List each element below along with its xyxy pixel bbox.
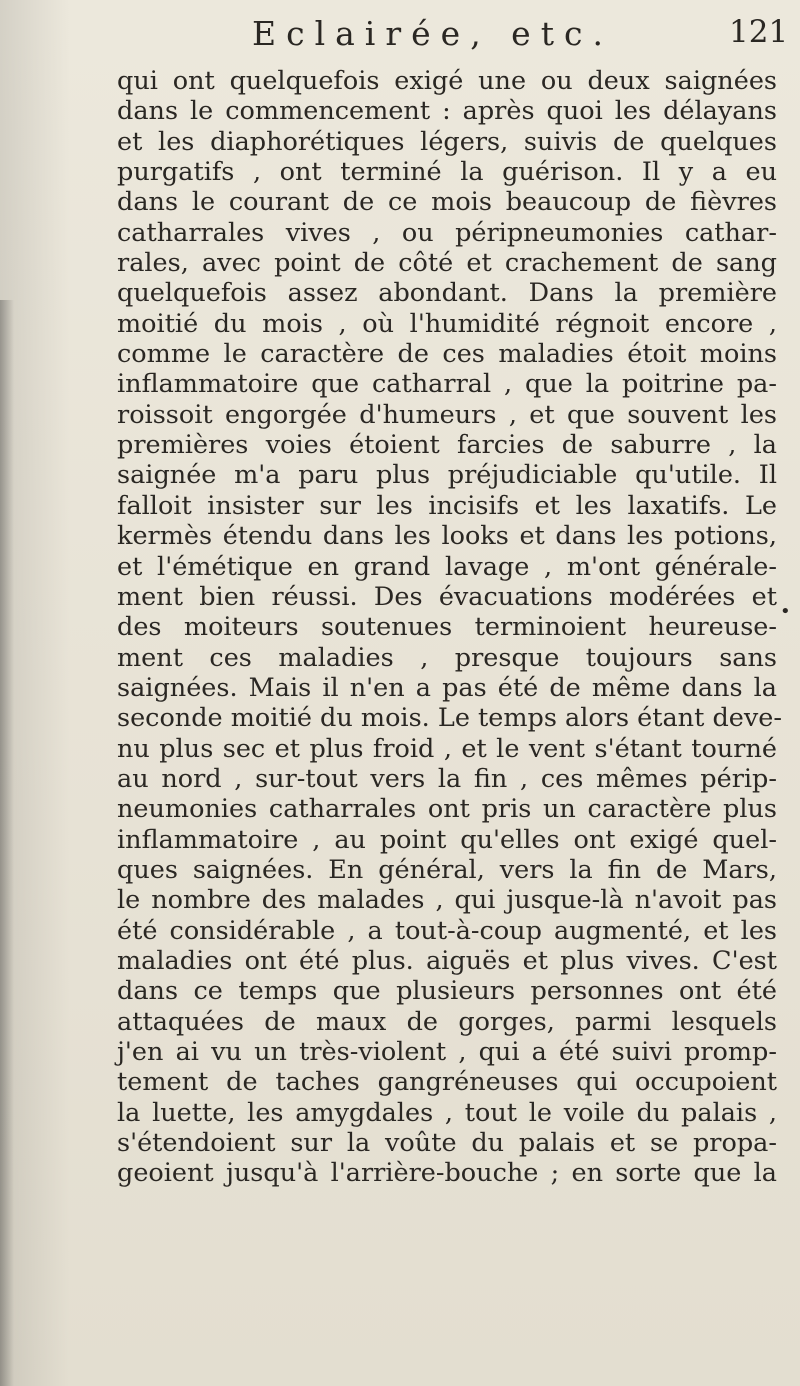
page-number: 121 (729, 14, 789, 50)
text-line: catharrales vives , ou péripneumonies cathar- (117, 217, 777, 248)
text-line: premières voies étoient farcies de saburre , la (117, 430, 777, 461)
text-line: maladies ont été plus. aiguës et plus vives. C'est (117, 945, 777, 976)
text-line: tement de taches gangréneuses qui occupoient (117, 1067, 777, 1098)
text-line: attaquées de maux de gorges, parmi lesquels (117, 1006, 777, 1037)
text-line: et l'émétique en grand lavage , m'ont générale- (117, 551, 777, 582)
page-gutter-shadow (0, 300, 14, 1386)
text-line: ment bien réussi. Des évacuations modérées et (117, 581, 777, 612)
margin-mark: • (780, 601, 791, 622)
text-line: dans le commencement : après quoi les délayans (117, 96, 777, 127)
text-line: saignée m'a paru plus préjudiciable qu'utile. Il (117, 460, 777, 491)
text-line: quelquefois assez abondant. Dans la première (117, 278, 777, 309)
body-text (117, 66, 782, 1189)
running-title: Eclairée, etc. (252, 14, 613, 53)
text-line: geoient jusqu'à l'arrière-bouche ; en sorte que la (117, 1158, 777, 1189)
page-header (0, 10, 800, 62)
text-line: s'étendoient sur la voûte du palais et se propa- (117, 1128, 777, 1159)
text-line: kermès étendu dans les looks et dans les potions, (117, 521, 777, 552)
text-line: j'en ai vu un très-violent , qui a été suivi promp- (117, 1037, 777, 1067)
text-line: saignées. Mais il n'en a pas été de même dans la (117, 672, 777, 703)
text-line: moitié du mois , où l'humidité régnoit encore , (117, 308, 777, 339)
text-line: neumonies catharrales ont pris un caractère plus (117, 794, 777, 825)
text-line: été considérable , a tout-à-coup augmenté, et les (117, 915, 777, 946)
text-line: ques saignées. En général, vers la fin de Mars, (117, 854, 777, 885)
text-line: la luette, les amygdales , tout le voile du palais , (117, 1097, 777, 1128)
text-line: ment ces maladies , presque toujours sans (117, 642, 777, 673)
text-line: inflammatoire que catharral , que la poitrine pa- (117, 369, 777, 400)
text-line: dans le courant de ce mois beaucoup de fièvres (117, 187, 777, 218)
text-line: rales, avec point de côté et crachement de sang (117, 248, 777, 279)
text-line: dans ce temps que plusieurs personnes ont été (117, 976, 777, 1007)
text-line: falloit insister sur les incisifs et les laxatifs. Le (117, 490, 777, 521)
text-line: seconde moitié du mois. Le temps alors étant deve- (117, 703, 782, 734)
text-line: au nord , sur-tout vers la fin , ces mêmes périp- (117, 763, 777, 794)
text-line: purgatifs , ont terminé la guérison. Il y a eu (117, 157, 777, 188)
text-line: roissoit engorgée d'humeurs , et que souvent les (117, 399, 777, 430)
text-line: inflammatoire , au point qu'elles ont exigé quel- (117, 824, 777, 855)
text-line: comme le caractère de ces maladies étoit moins (117, 339, 777, 370)
text-line: des moiteurs soutenues terminoient heureuse- (117, 612, 777, 643)
text-line: nu plus sec et plus froid , et le vent s'étant tourné (117, 733, 777, 764)
text-line: et les diaphorétiques légers, suivis de quelques (117, 126, 777, 157)
text-line: le nombre des malades , qui jusque-là n'avoit pas (117, 885, 777, 916)
text-line: qui ont quelquefois exigé une ou deux saignées (117, 66, 777, 96)
